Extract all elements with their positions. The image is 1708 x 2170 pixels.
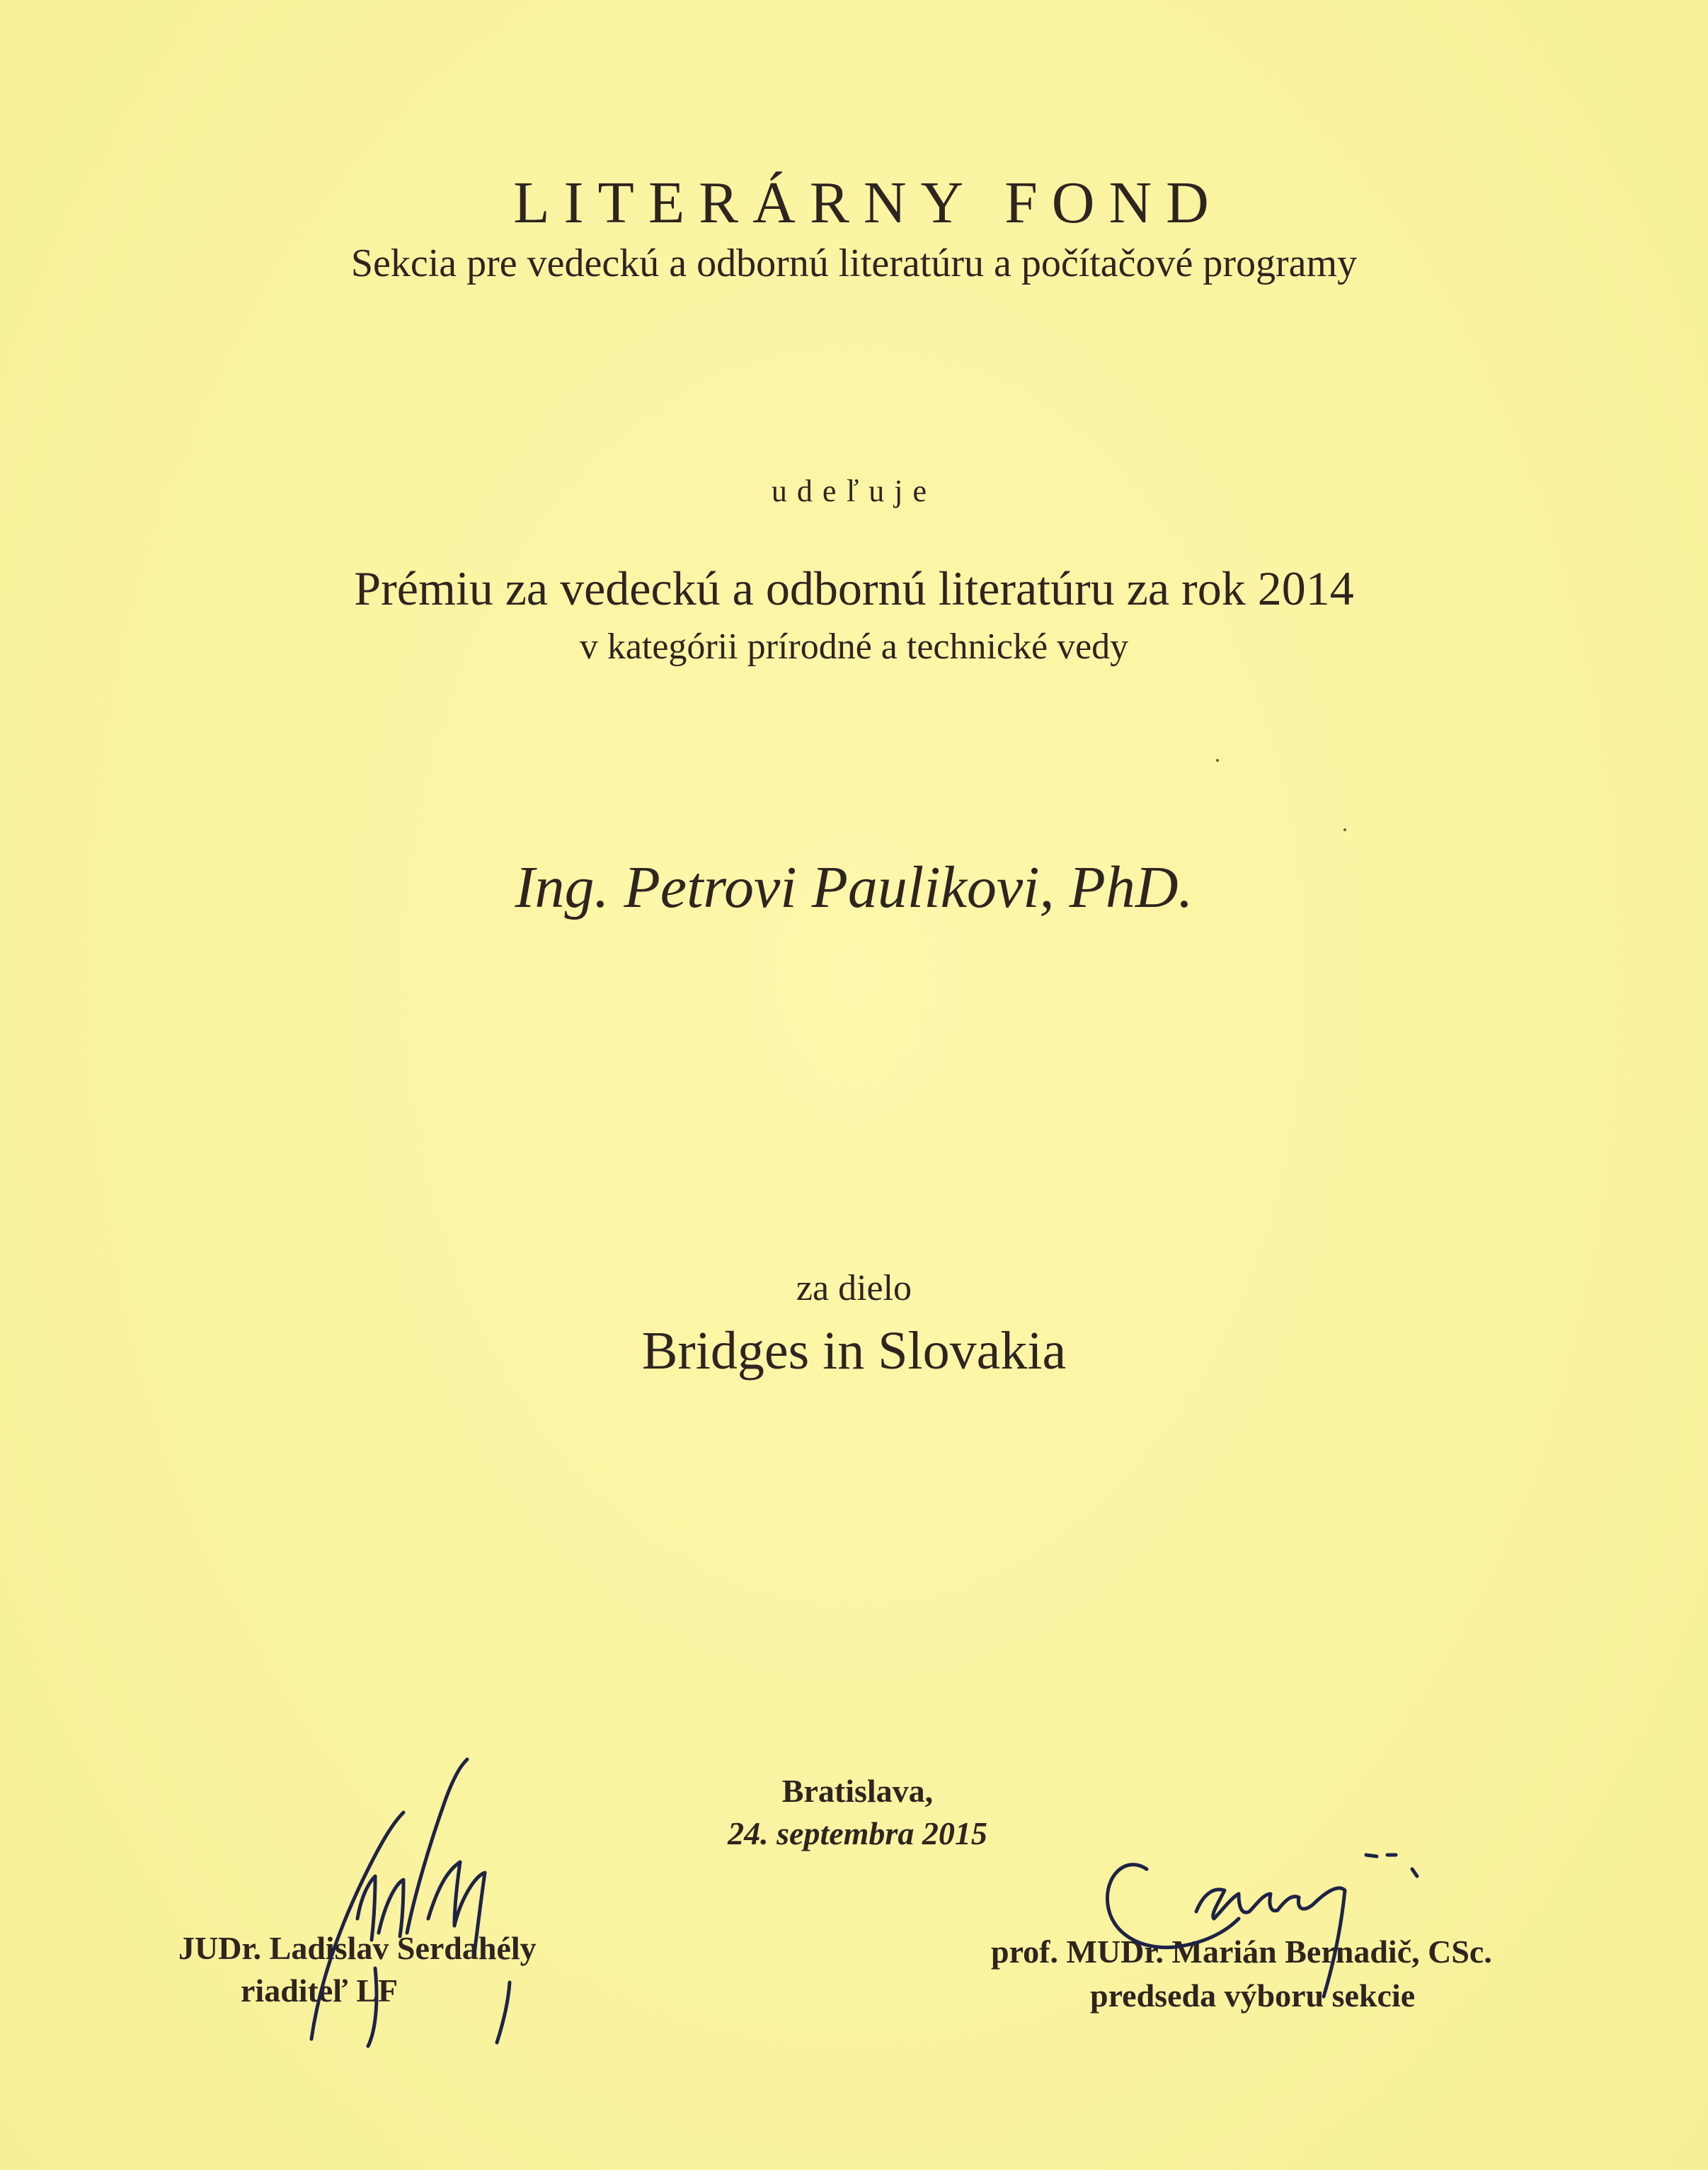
paper-speck — [1216, 759, 1219, 762]
work-title: Bridges in Slovakia — [641, 1321, 1067, 1381]
prize-category: v kategórii prírodné a technické vedy — [579, 627, 1129, 667]
left-signatory-role: riaditeľ LF — [241, 1972, 399, 2009]
organization-section: Sekcia pre vedeckú a odbornú literatúru a počítačové programy — [350, 241, 1358, 285]
work-prefix: za dielo — [796, 1268, 912, 1308]
right-signatory-role: predseda výboru sekcie — [1090, 1977, 1416, 2014]
prize-title: Prémiu za vedeckú a odbornú literatúru za rok 2014 — [354, 561, 1354, 615]
issue-date: 24. septembra 2015 — [728, 1815, 987, 1851]
issue-place: Bratislava, — [781, 1773, 934, 1809]
paper-speck — [1343, 828, 1346, 831]
organization-name: LITERÁRNY FOND — [513, 170, 1223, 236]
recipient-name: Ing. Petrovi Paulikovi, PhD. — [515, 855, 1193, 920]
awards-verb: udeľuje — [771, 474, 937, 508]
left-signatory-name: JUDr. Ladislav Serdahély — [178, 1930, 537, 1966]
right-signatory-name: prof. MUDr. Marián Bernadič, CSc. — [991, 1934, 1492, 1970]
